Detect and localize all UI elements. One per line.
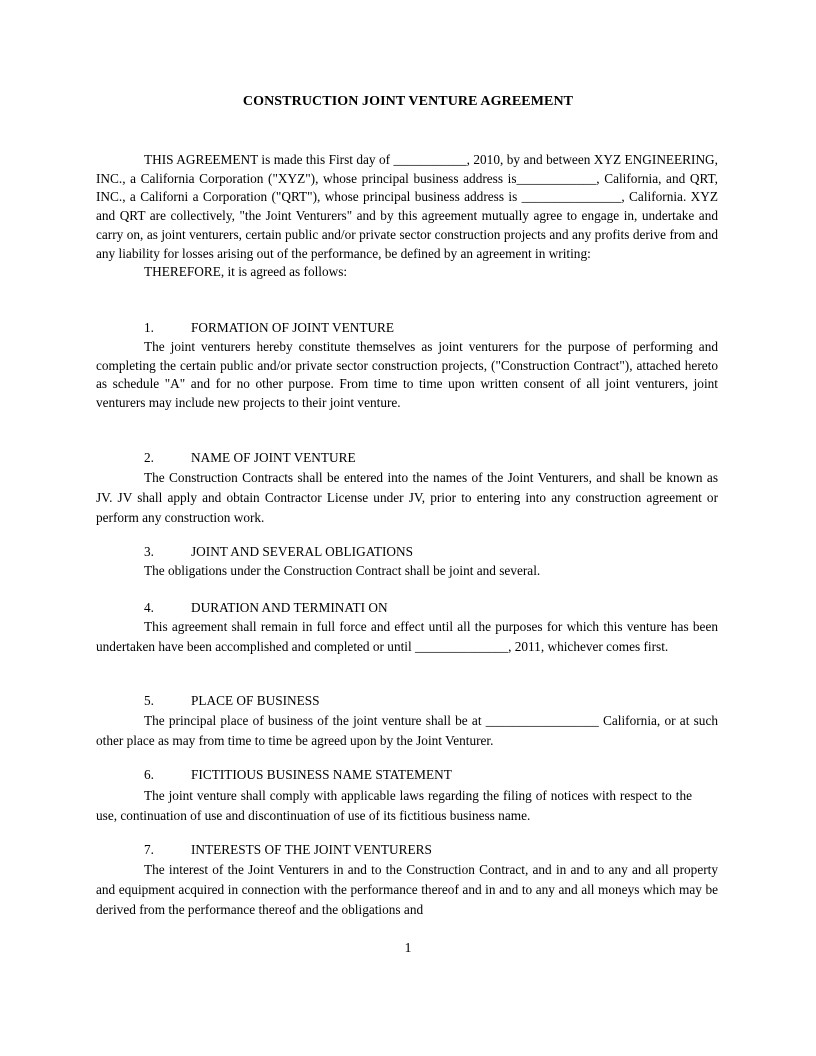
section-title: DURATION AND TERMINATI ON [191, 600, 388, 615]
section-heading-7 [144, 841, 432, 860]
section-body-4 [96, 617, 718, 657]
section-heading-1 [144, 319, 394, 338]
section-body-1 [96, 338, 718, 413]
section-title: INTERESTS OF THE JOINT VENTURERS [191, 842, 432, 857]
section-body-7 [96, 860, 718, 920]
section-text: The interest of the Joint Venturers in and to the Construction Contract, and in and to any and all property and equipment acquired in connection with the performance thereof and in and to any and all moneys which may be derived from the performance thereof and the obligations and [96, 862, 718, 917]
section-number: 6. [144, 767, 154, 782]
section-title: NAME OF JOINT VENTURE [191, 450, 356, 465]
section-title: JOINT AND SEVERAL OBLIGATIONS [191, 544, 413, 559]
section-text: The principal place of business of the joint venture shall be at _________________ California, or at such other place as may from time to time be agreed upon by the Joint Venturer. [96, 713, 718, 748]
section-title: FORMATION OF JOINT VENTURE [191, 320, 395, 335]
page-number: 1 [404, 941, 412, 956]
section-number: 5. [144, 693, 154, 708]
section-number: 2. [144, 450, 154, 465]
intro-paragraph: THIS AGREEMENT is made this First day of ___________, 2010, by and between XYZ ENGINEERING, INC., a California Corporation ("XYZ"), whose principal business address is____________, California, and QRT, INC., a Californi a Corporation ("QRT"), whose principal business address is _______________, California. XYZ and QRT are collectively, "the Joint Venturers" and by this agreement mutually agree to engage in, undertake and carry on, as joint venturers, certain public and/or private sector construction projects and any profits derive from and any liability for losses arising out of the performance, be defined by an agreement in writing: [96, 152, 718, 261]
section-title: FICTITIOUS BUSINESS NAME STATEMENT [191, 767, 452, 782]
section-heading-2 [144, 449, 356, 468]
section-text: The joint venturers hereby constitute themselves as joint venturers for the purpose of performing and completing the certain public and/or private sector construction projects, ("Construction Contract"), attached hereto as schedule "A" and for no other purpose. From time to time upon written consent of all joint venturers, joint venturers may include new projects to their joint venture. [96, 339, 718, 411]
section-number: 7. [144, 842, 154, 857]
section-number: 3. [144, 544, 154, 559]
document-title: CONSTRUCTION JOINT VENTURE AGREEMENT [242, 94, 574, 109]
section-body-6 [96, 786, 692, 826]
section-text: The obligations under the Construction Contract shall be joint and several. [144, 563, 541, 578]
section-body-5 [96, 711, 718, 751]
intro-block [96, 151, 718, 282]
section-body-2 [96, 468, 718, 528]
section-heading-4 [144, 599, 388, 618]
section-body-3 [96, 562, 718, 581]
section-number: 4. [144, 600, 154, 615]
section-heading-3 [144, 543, 413, 562]
therefore-paragraph: THEREFORE, it is agreed as follows: [144, 264, 348, 280]
section-title: PLACE OF BUSINESS [191, 693, 320, 708]
section-heading-6 [144, 766, 452, 785]
section-text: The Construction Contracts shall be entered into the names of the Joint Venturers, and shall be known as JV. JV shall apply and obtain Contractor License under JV, prior to entering into any construction agreement or perform any construction work. [96, 470, 718, 525]
section-text: This agreement shall remain in full force and effect until all the purposes for which this venture has been undertaken have been accomplished and completed or until ______________, 2011, whichever comes first. [96, 619, 718, 654]
section-text: The joint venture shall comply with applicable laws regarding the filing of notices with respect to the use, continuation of use and discontinuation of use of its fictitious business name. [96, 788, 692, 823]
section-number: 1. [144, 320, 154, 335]
section-heading-5 [144, 692, 320, 711]
